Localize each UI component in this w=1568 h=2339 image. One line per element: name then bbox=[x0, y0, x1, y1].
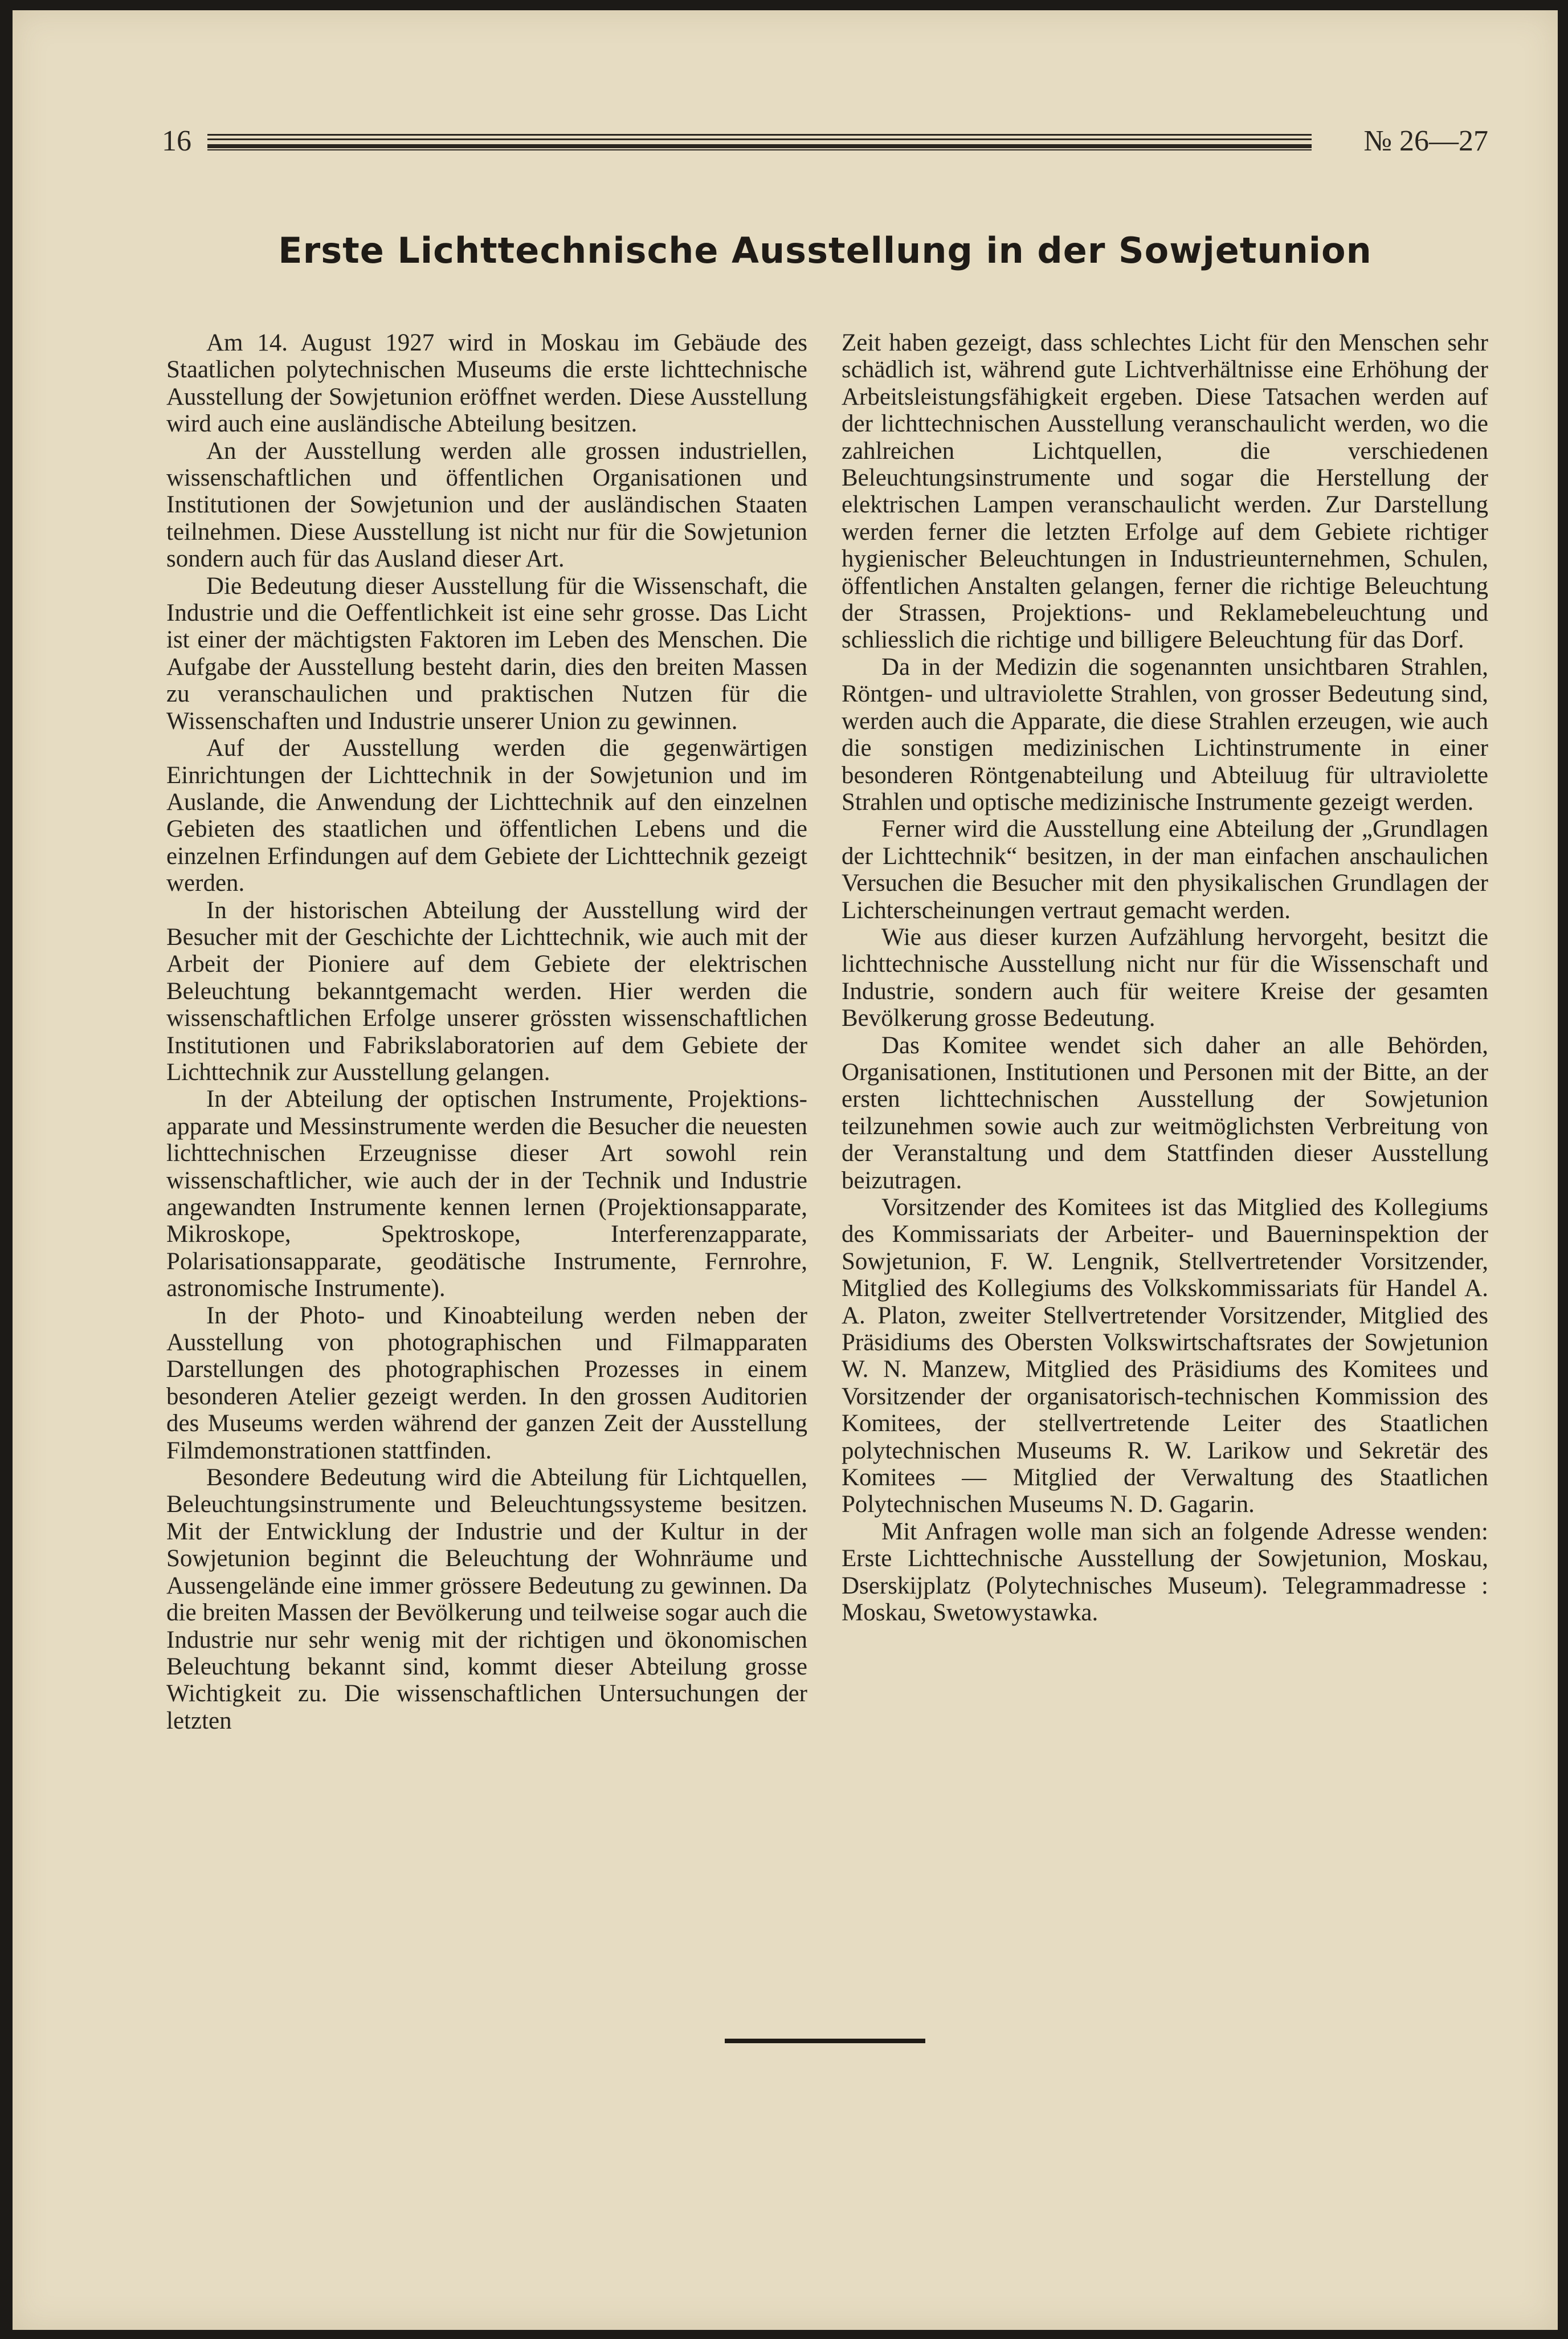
paragraph: In der Abteilung der optischen Instrumente, Projektions-apparate und Messinstrumente werden die Besucher die neuesten lichttechnischen Erzeugnisse dieser Art sowohl rein wissenschaftlicher, wie auch der in der Technik und Industrie angewandten Instrumente kennen lernen (Projektionsapparate, Mikroskope, Spektroskope, Interferenzapparate, Polarisationsapparate, geodätische Instrumente, Fernrohre, astronomische Instrumente). bbox=[166, 1086, 807, 1302]
paragraph: Auf der Ausstellung werden die gegenwärtigen Einrichtungen der Lichttechnik in der Sowjetunion und im Auslande, die Anwendung der Lichttechnik auf den einzelnen Gebieten des staatlichen und öffentlichen Lebens und die einzelnen Erfindungen auf dem Gebiete der Lichttechnik gezeigt werden. bbox=[166, 735, 807, 897]
paragraph: Besondere Bedeutung wird die Abteilung für Lichtquellen, Beleuchtungsinstrumente und Beleuchtungssysteme besitzen. Mit der Entwicklung der Industrie und der Kultur in der Sowjetunion beginnt die Beleuchtung der Wohnräume und Aussengelände eine immer grössere Bedeutung zu gewinnen. Da die breiten Massen der Bevölkerung und teilweise sogar auch die Industrie nur sehr wenig mit der richtigen und ökonomischen Beleuchtung bekannt sind, kommt dieser Abteilung grosse Wichtigkeit zu. Die wissenschaftlichen Untersuchungen der letzten bbox=[166, 1464, 807, 1734]
paragraph-continuation: Zeit haben gezeigt, dass schlechtes Licht für den Menschen sehr schädlich ist, während gute Lichtverhältnisse eine Erhöhung der Arbeitsleistungsfähigkeit ergeben. Diese Tatsachen werden auf der lichttechnischen Ausstellung veranschaulicht werden, wo die zahlreichen Lichtquellen, die verschiedenen Beleuchtungsinstrumente und sogar die Herstellung der elektrischen Lampen veranschaulicht werden. Zur Darstellung werden ferner die letzten Erfolge auf dem Gebiete richtiger hygienischer Beleuchtungen in Industrieunternehmen, Schulen, öffentlichen Anstalten gelangen, ferner die richtige Beleuchtung der Strassen, Projektions- und Reklamebeleuchtung und schliesslich die richtige und billigere Beleuchtung für das Dorf. bbox=[842, 329, 1488, 654]
paragraph: Vorsitzender des Komitees ist das Mitglied des Kollegiums des Kommissariats der Arbeiter- und Bauerninspektion der Sowjetunion, F. W. Lengnik, Stellvertretender Vorsitzender, Mitglied des Kollegiums des Volkskommissariats für Handel A. A. Platon, zweiter Stellvertretender Vorsitzender, Mitglied des Präsidiums des Obersten Volkswirtschaftsrates der Sowjetunion W. N. Manzew, Mitglied des Präsidiums des Komitees und Vorsitzender der organisatorisch-technischen Kommission des Komitees, der stellvertretende Leiter des Staatlichen polytechnischen Museums R. W. Larikow und Sekretär des Komitees — Mitglied der Verwaltung des Staatlichen Polytechnischen Museums N. D. Gagarin. bbox=[842, 1194, 1488, 1518]
page-sheet bbox=[13, 10, 1558, 2330]
end-rule bbox=[725, 2039, 925, 2043]
paragraph: Da in der Medizin die sogenannten unsichtbaren Strahlen, Röntgen- und ultraviolette Strahlen, von grosser Bedeutung sind, werden auch die Apparate, die diese Strahlen erzeugen, wie auch die sonstigen medizinischen Lichtinstrumente in einer besonderen Röntgenabteilung und Abteiluug für ultraviolette Strahlen und optische medizinische Instrumente gezeigt werden. bbox=[842, 653, 1488, 816]
page-header bbox=[162, 121, 1488, 161]
paragraph: Ferner wird die Ausstellung eine Abteilung der „Grundlagen der Lichttechnik“ besitzen, in der man einfachen anschaulichen Versuchen die Besucher mit den physikalischen Grundlagen der Lichterscheinungen vertraut gemacht werden. bbox=[842, 816, 1488, 924]
article-title: Erste Lichttechnische Ausstellung in der Sowjetunion bbox=[278, 230, 1372, 271]
issue-number: № 26—27 bbox=[1363, 125, 1488, 157]
header-rule bbox=[207, 132, 1312, 151]
paragraph: Wie aus dieser kurzen Aufzählung hervorgeht, besitzt die lichttechnische Ausstellung nicht nur für die Wissenschaft und Industrie, sondern auch für weitere Kreise der gesamten Bevölkerung grosse Bedeutung. bbox=[842, 923, 1488, 1032]
right-column bbox=[842, 329, 1488, 1627]
paragraph: Das Komitee wendet sich daher an alle Behörden, Organisationen, Institutionen und Personen mit der Bitte, an der ersten lichttechnischen Ausstellung der Sowjetunion teilzunehmen sowie auch zur weitmöglichsten Verbreitung von der Veranstaltung und dem Stattfinden dieser Ausstellung beizutragen. bbox=[842, 1032, 1488, 1194]
paragraph: In der Photo- und Kinoabteilung werden neben der Ausstellung von photographischen und Filmapparaten Darstellungen des photographischen Prozesses in einem besonderen Atelier gezeigt werden. In den grossen Auditorien des Museums werden während der ganzen Zeit der Ausstellung Filmdemonstrationen stattfinden. bbox=[166, 1302, 807, 1464]
paragraph: An der Ausstellung werden alle grossen industriellen, wissenschaftlichen und öffentlichen Organisationen und Institutionen der Sowjetunion und der ausländischen Staaten teilnehmen. Diese Ausstellung ist nicht nur für die Sowjetunion sondern auch für das Ausland dieser Art. bbox=[166, 437, 807, 573]
left-column bbox=[166, 329, 807, 1734]
paragraph: Mit Anfragen wolle man sich an folgende Adresse wenden: Erste Lichttechnische Ausstellung der Sowjetunion, Moskau, Dserskijplatz (Polytechnisches Museum). Telegrammadresse : Moskau, Swetowystawka. bbox=[842, 1518, 1488, 1627]
paragraph: Die Bedeutung dieser Ausstellung für die Wissenschaft, die Industrie und die Oeffentlichkeit ist eine sehr grosse. Das Licht ist einer der mächtigsten Faktoren im Leben des Menschen. Die Aufgabe der Ausstellung besteht darin, dies den breiten Massen zu veranschaulichen und praktischen Nutzen für die Wissenschaften und Industrie unserer Union zu gewinnen. bbox=[166, 572, 807, 735]
page-number: 16 bbox=[162, 125, 191, 157]
paragraph: Am 14. August 1927 wird in Moskau im Gebäude des Staatlichen polytechnischen Museums die erste lichttechnische Ausstellung der Sowjetunion eröffnet werden. Diese Ausstellung wird auch eine ausländische Abteilung besitzen. bbox=[166, 329, 807, 438]
paragraph: In der historischen Abteilung der Ausstellung wird der Besucher mit der Geschichte der Lichttechnik, wie auch mit der Arbeit der Pioniere auf dem Gebiete der elektrischen Beleuchtung bekanntgemacht werden. Hier werden die wissenschaftlichen Erfolge unserer grössten wissenschaftlichen Institutionen und Fabrikslaboratorien auf dem Gebiete der Lichttechnik zur Ausstellung gelangen. bbox=[166, 897, 807, 1086]
